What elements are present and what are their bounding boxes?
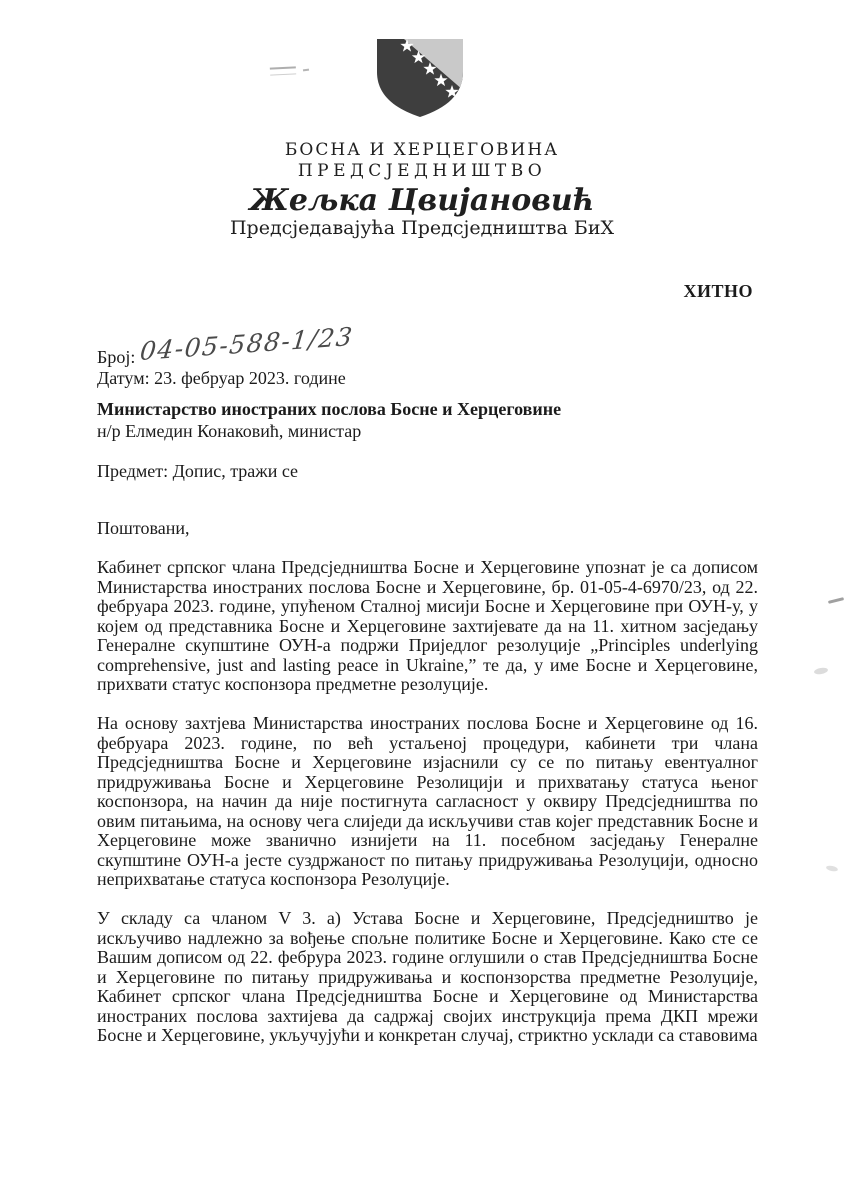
urgency-label: ХИТНО (683, 281, 753, 301)
reference-number-line (97, 321, 356, 368)
date-label: Датум: (97, 368, 150, 388)
salutation: Поштовани, (97, 518, 190, 538)
handwritten-reference-number: 04-05-588-1/23 (138, 321, 356, 367)
date-value: 23. фебруар 2023. године (154, 368, 346, 388)
letter-body (97, 519, 758, 1065)
recipient-block (97, 398, 561, 442)
subject-label: Предмет: (97, 461, 169, 481)
official-name: Жељка Цвијановић (249, 183, 595, 218)
paragraph-2: На основу захтјева Министарства иностраних послова Босне и Херцеговине од 16. фебруара 2023. године, по већ устаљеној процедури, кабинети три члана Предсједништва Босне и Херцеговине изјаснили су се по питању евентуалног придруживања Босне и Херцеговине Резолицији и прихватању статуса њеног коспонзора, на начин да није постигнута сагласност у оквиру Предсједништва по овим питањима, на основу чега слиједи да искључиви став којег представник Босне и Херцеговине може званично изнијети на 11. посебном засједању Генералне скупштине ОУН-а јесте суздржаност по питању придруживања Резолуцији, односно неприхватање статуса коспонзора Резолуције. (97, 713, 758, 889)
paragraph-1: Кабинет српског члана Предсједништва Босне и Херцеговине упознат је са дописом Министарства иностраних послова Босне и Херцеговине, бр. 01-05-4-6970/23, од 22. фебруара 2023. године, упућеном Сталној мисији Босне и Херцеговине при ОУН-у, у којем од представника Босне и Херцеговине захтијевате да на 11. хитном засједању Генералне скупштине ОУН-а подржи Приједлог резолуције „Principles underlying comprehensive, just and lasting peace in Ukraine,” те да, у име Босне и Херцеговине, прихвати статус коспонзора предметне резолуције. (97, 557, 758, 694)
subject-line (97, 461, 298, 482)
official-title: Предсједавајућа Предсједништва БиХ (229, 217, 615, 239)
scan-artifact (270, 66, 296, 75)
recipient-ministry: Министарство иностраних послова Босне и Херцеговине (97, 399, 562, 419)
letterhead (0, 141, 844, 239)
bih-coat-of-arms-icon (374, 36, 466, 120)
scan-artifact (828, 597, 844, 604)
letterhead-country: БОСНА И ХЕРЦЕГОВИНА (284, 140, 560, 160)
recipient-attention: н/р Елмедин Конаковић, министар (97, 421, 362, 441)
scan-artifact (814, 667, 829, 675)
reference-number-label: Број: (97, 347, 136, 367)
letterhead-institution: ПРЕДСЈЕДНИШТВО (297, 161, 547, 181)
scan-artifact (303, 69, 309, 72)
reference-block (97, 321, 356, 389)
subject-value: Допис, тражи се (172, 461, 299, 481)
paragraph-3: У складу са чланом V 3. а) Устава Босне и Херцеговине, Предсједништво је искључиво надлежно за вођење спољне политике Босне и Херцеговине. Како сте се Вашим дописом од 22. фебрура 2023. године оглушили о став Предсједништва Босне и Херцеговине по питању придруживања и коспонзорства предметне Резолуције, Кабинет српског члана Предсједништва Босне и Херцеговине од Министарства иностраних послова захтијева да садржај својих инструкција према ДКП мрежи Босне и Херцеговине, укључујући и конкретан случај, стриктно усклади са ставовима (97, 908, 758, 1045)
date-line (97, 368, 349, 389)
scan-artifact (826, 865, 839, 872)
